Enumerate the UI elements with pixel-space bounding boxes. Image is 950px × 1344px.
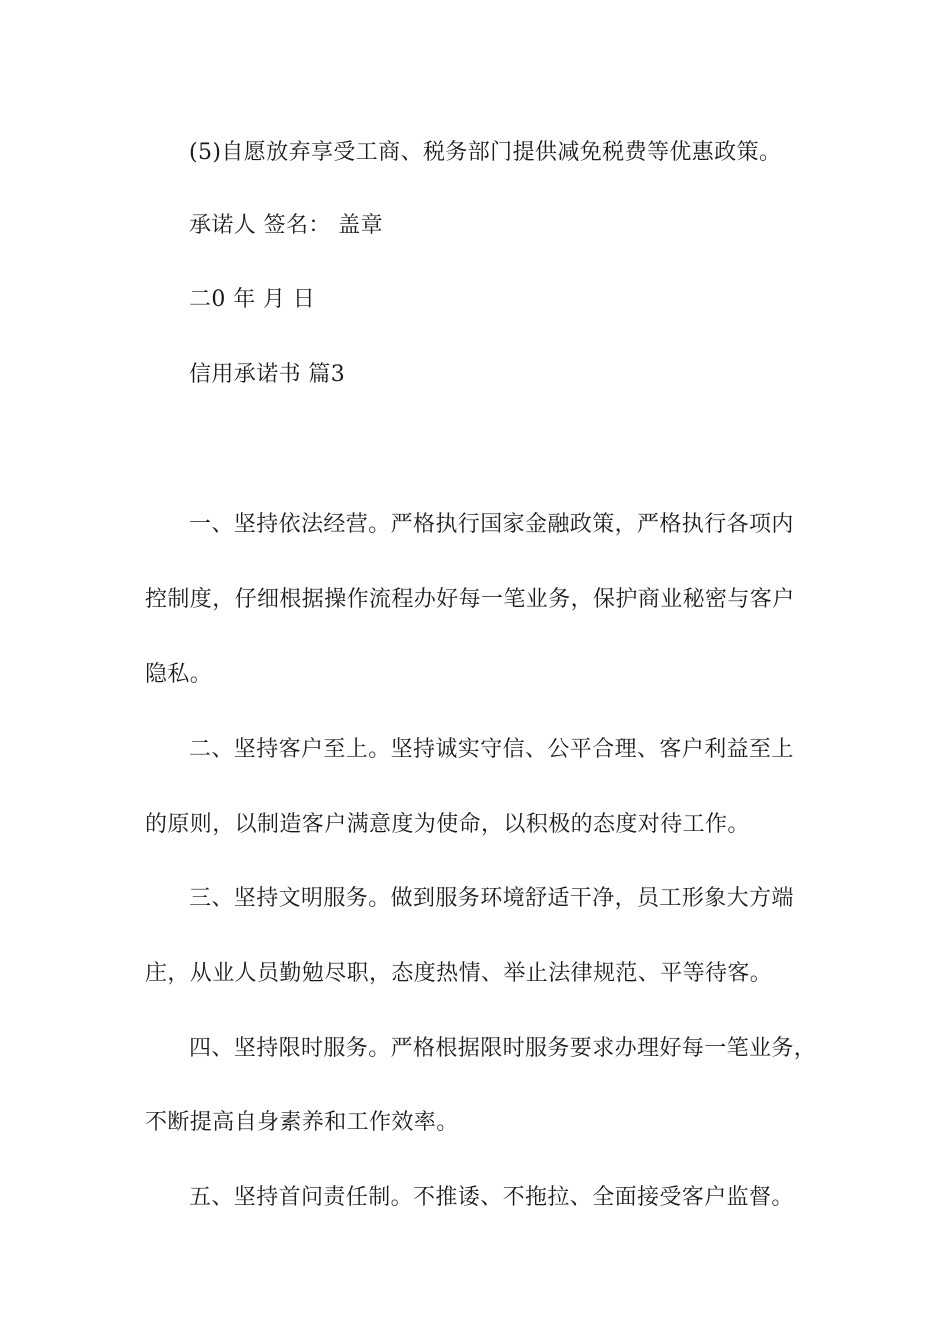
paragraph-3-line-2: 庄，从业人员勤勉尽职，态度热情、举止法律规范、平等待客。	[145, 961, 773, 986]
paragraph-1-line-1: 一、坚持依法经营。严格执行国家金融政策，严格执行各项内	[189, 512, 794, 537]
paragraph-3-line-1: 三、坚持文明服务。做到服务环境舒适干净，员工形象大方端	[189, 886, 794, 911]
paragraph-4-line-1: 四、坚持限时服务。严格根据限时服务要求办理好每一笔业务，	[189, 1036, 817, 1061]
signature-line: 承诺人 签名： 盖章	[189, 213, 383, 238]
paragraph-2-line-1: 二、坚持客户至上。坚持诚实守信、公平合理、客户利益至上	[189, 737, 794, 762]
paragraph-5-line-1: 五、坚持首问责任制。不推诿、不拖拉、全面接受客户监督。	[189, 1185, 794, 1210]
paragraph-1-line-2: 控制度，仔细根据操作流程办好每一笔业务，保护商业秘密与客户	[145, 587, 795, 612]
date-line: 二0 年 月 日	[189, 287, 316, 312]
section-title: 信用承诺书 篇3	[189, 362, 346, 387]
paragraph-1-line-3: 隐私。	[145, 662, 213, 687]
paragraph-2-line-2: 的原则，以制造客户满意度为使命，以积极的态度对待工作。	[145, 812, 750, 837]
item-5-text: (5)自愿放弃享受工商、税务部门提供减免税费等优惠政策。	[189, 140, 782, 165]
paragraph-4-line-2: 不断提高自身素养和工作效率。	[145, 1110, 459, 1135]
